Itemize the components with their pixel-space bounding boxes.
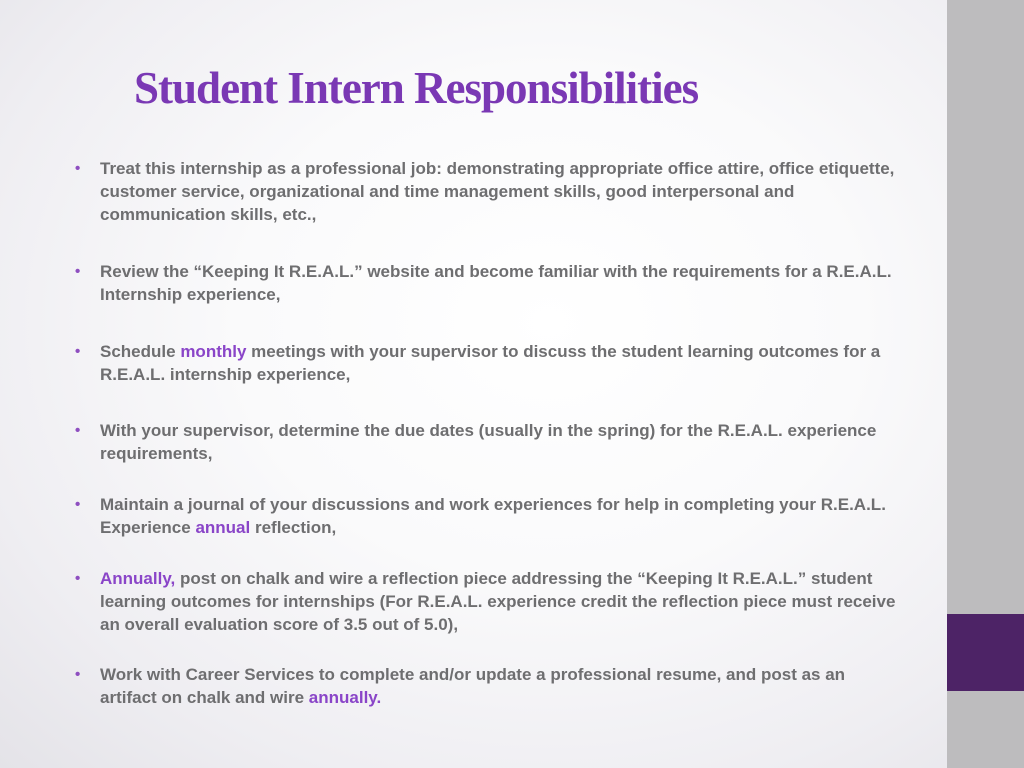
bullet-dot-icon: • (75, 160, 81, 177)
bullet-dot-icon: • (75, 422, 81, 439)
bullet-text-before: Work with Career Services to complete and/or update a professional resume, and post as an artifact on chalk and wire (100, 665, 846, 707)
bullet-text-before: Maintain a journal of your discussions and work experiences for help in completing your R.E.A.L. Experience (100, 495, 886, 537)
highlight-word: monthly (180, 342, 247, 361)
bullet-dot-icon: • (75, 496, 81, 513)
bullet-item-resume (75, 663, 900, 709)
bullet-text-after: meetings with your supervisor to discuss the student learning outcomes for a R.E.A.L. internship experience, (100, 342, 881, 384)
bullet-item-review-website (75, 260, 900, 306)
bullet-item-due-dates (75, 419, 900, 465)
bullet-item-office-conduct (75, 157, 900, 226)
bullet-item-schedule-meetings (75, 340, 900, 386)
highlight-word: annually. (308, 688, 382, 707)
highlight-word: annual (195, 518, 251, 537)
bullet-dot-icon: • (75, 666, 81, 683)
side-accent-block (947, 614, 1024, 691)
highlight-word: Annually, (100, 569, 176, 588)
bullet-item-journal (75, 493, 900, 539)
bullet-dot-icon: • (75, 570, 81, 587)
bullet-text: Treat this internship as a professional job: demonstrating appropriate office attire, office etiquette, customer service, organizational and time management skills, good interpersonal and communication skills, etc., (100, 159, 895, 224)
bullet-dot-icon: • (75, 343, 81, 360)
bullet-dot-icon: • (75, 263, 81, 280)
bullet-text-before: Schedule (100, 342, 181, 361)
bullet-text: Review the “Keeping It R.E.A.L.” website and become familiar with the requirements for a R.E.A.L. Internship experience, (100, 262, 892, 304)
bullet-item-reflection-piece (75, 567, 900, 636)
bullet-text-after: reflection, (250, 518, 337, 537)
bullet-text-after: post on chalk and wire a reflection piece addressing the “Keeping It R.E.A.L.” student learning outcomes for internships (For R.E.A.L. experience credit the reflection piece must receive an overall evaluation score of 3.5 out of 5.0), (100, 569, 896, 634)
bullet-text: With your supervisor, determine the due dates (usually in the spring) for the R.E.A.L. experience requirements, (100, 421, 877, 463)
slide-title: Student Intern Responsibilities (134, 63, 699, 113)
